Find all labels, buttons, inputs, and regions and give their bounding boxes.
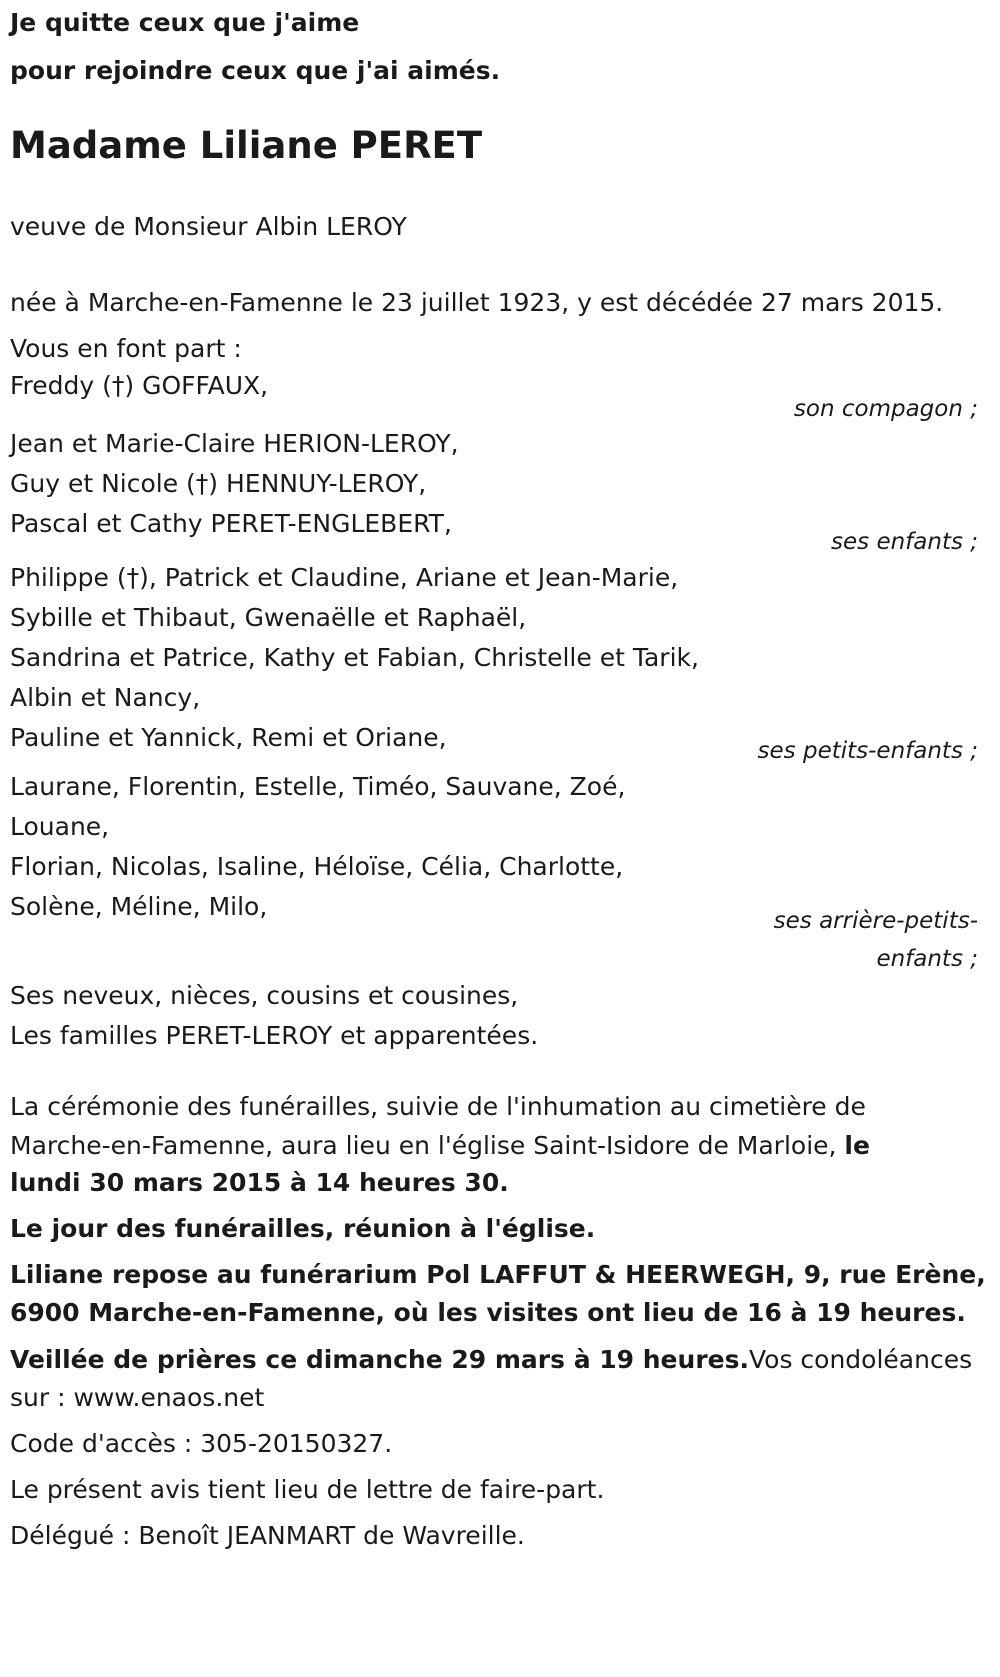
child-name: Pascal et Cathy PERET-ENGLEBERT, [10, 509, 452, 538]
access-code: Code d'accès : 305-20150327. [10, 1429, 393, 1458]
children-names [10, 424, 459, 544]
notice-text: Le présent avis tient lieu de lettre de faire-part. [10, 1475, 605, 1504]
vigil-line [10, 1343, 972, 1377]
companion-name: Freddy (†) GOFFAUX, [10, 371, 269, 400]
grandchildren-names [10, 558, 699, 758]
great-grandchild-line: Florian, Nicolas, Isaline, Héloïse, Célia, Charlotte, [10, 852, 624, 881]
grandchild-line: Albin et Nancy, [10, 683, 201, 712]
great-grandchild-line: Laurane, Florentin, Estelle, Timéo, Sauvane, Zoé, [10, 772, 626, 801]
announcement-intro: Vous en font part : [10, 334, 242, 363]
ceremony-location: Marche-en-Famenne, aura lieu en l'église Saint-Isidore de Marloie, [10, 1131, 837, 1160]
funerarium-line-1: Liliane repose au funérarium Pol LAFFUT & HEERWEGH, 9, rue Erène, [10, 1260, 986, 1289]
great-grandchild-line: Louane, [10, 812, 110, 841]
companion-role: son compagon ; [793, 396, 978, 422]
great-grandchildren-role-1: ses arrière-petits- [773, 908, 978, 934]
other-relatives [10, 976, 538, 1056]
great-grandchildren-names [10, 767, 625, 927]
vigil-info: Veillée de prières ce dimanche 29 mars à 19 heures. [10, 1345, 749, 1374]
grandchild-line: Pauline et Yannick, Remi et Oriane, [10, 723, 447, 752]
grandchild-line: Philippe (†), Patrick et Claudine, Ariane et Jean-Marie, [10, 563, 679, 592]
child-name: Jean et Marie-Claire HERION-LEROY, [10, 429, 459, 458]
condolences-site[interactable]: sur : www.enaos.net [10, 1383, 265, 1412]
gathering-info: Le jour des funérailles, réunion à l'église. [10, 1214, 596, 1243]
intro-line-2: pour rejoindre ceux que j'ai aimés. [10, 56, 501, 85]
grandchild-line: Sandrina et Patrice, Kathy et Fabian, Christelle et Tarik, [10, 643, 699, 672]
great-grandchild-line: Solène, Méline, Milo, [10, 892, 268, 921]
condolences-intro: Vos condoléances [748, 1345, 973, 1374]
other-relatives-line: Les familles PERET-LEROY et apparentées. [10, 1021, 539, 1050]
other-relatives-line: Ses neveux, nièces, cousins et cousines, [10, 981, 519, 1010]
delegate: Délégué : Benoît JEANMART de Wavreille. [10, 1521, 525, 1550]
ceremony-date-start: le [844, 1131, 870, 1160]
grandchildren-role: ses petits-enfants ; [757, 738, 978, 764]
widow-of: veuve de Monsieur Albin LEROY [10, 212, 407, 241]
ceremony-date: lundi 30 mars 2015 à 14 heures 30. [10, 1168, 509, 1197]
funerarium-line-2: 6900 Marche-en-Famenne, où les visites ont lieu de 16 à 19 heures. [10, 1298, 966, 1327]
children-role: ses enfants ; [831, 529, 978, 555]
child-name: Guy et Nicole (†) HENNUY-LEROY, [10, 469, 427, 498]
birth-death: née à Marche-en-Famenne le 23 juillet 1923, y est décédée 27 mars 2015. [10, 288, 944, 317]
intro-line-1: Je quitte ceux que j'aime [10, 8, 360, 37]
companion-names [10, 366, 268, 406]
deceased-name: Madame Liliane PERET [10, 124, 483, 167]
ceremony-line-2 [10, 1129, 870, 1163]
great-grandchildren-role-2: enfants ; [876, 946, 978, 972]
ceremony-line-1: La cérémonie des funérailles, suivie de l'inhumation au cimetière de [10, 1092, 866, 1121]
grandchild-line: Sybille et Thibaut, Gwenaëlle et Raphaël, [10, 603, 527, 632]
